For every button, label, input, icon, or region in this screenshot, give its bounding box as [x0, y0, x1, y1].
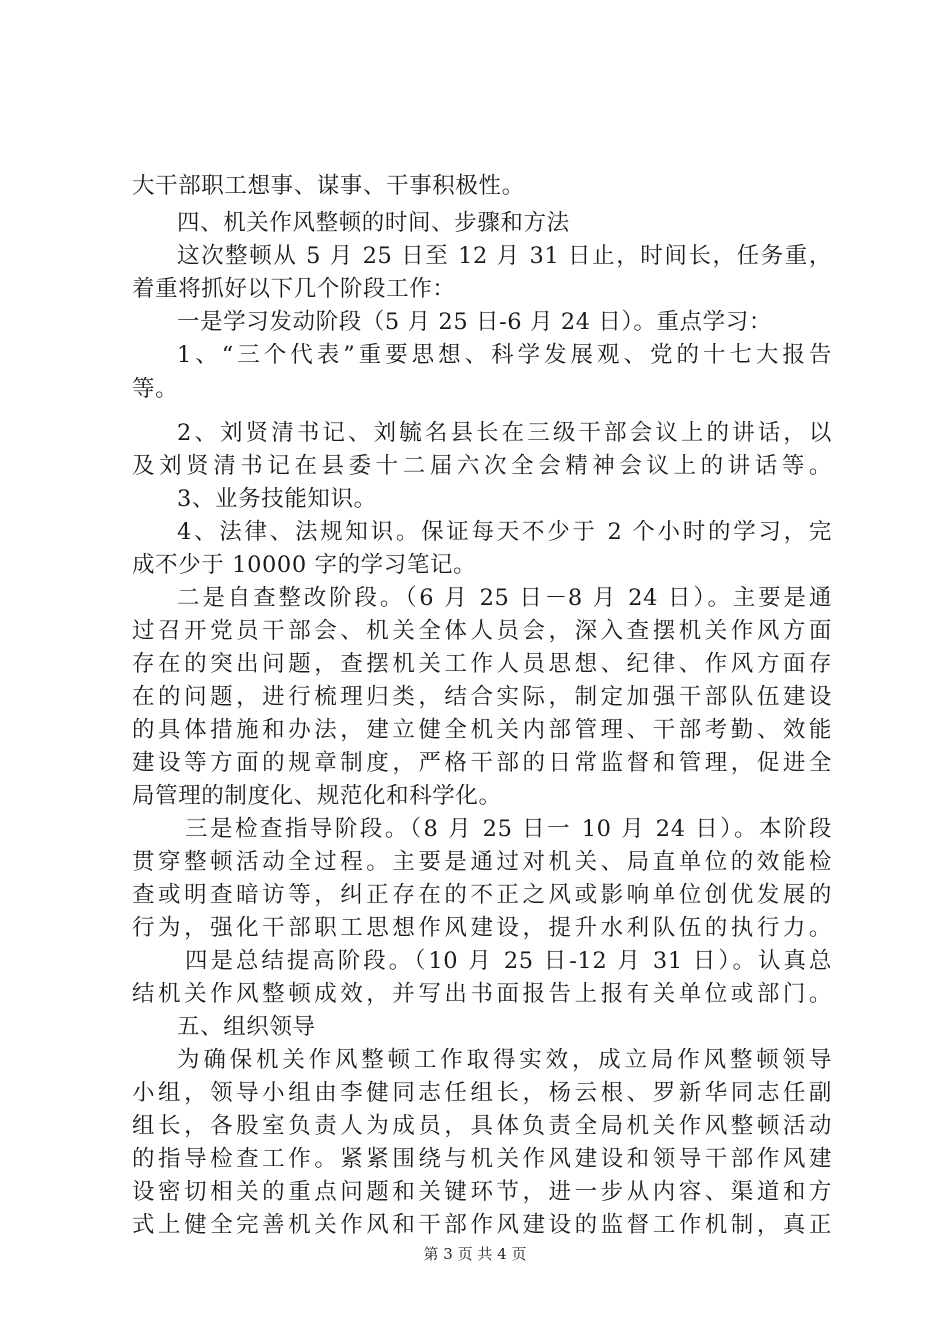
text-line: 的具体措施和办法，建立健全机关内部管理、干部考勤、效能	[132, 717, 832, 743]
text-line: 结机关作风整顿成效，并写出书面报告上报有关单位或部门。	[132, 981, 832, 1007]
text-line: 在的问题，进行梳理归类，结合实际，制定加强干部队伍建设	[132, 684, 832, 710]
text-line: 1、“三个代表”重要思想、科学发展观、党的十七大报告	[177, 342, 832, 368]
text-line: 三是检查指导阶段。（8 月 25 日一 10 月 24 日）。本阶段	[185, 816, 832, 842]
text-line: 行为，强化干部职工思想作风建设，提升水利队伍的执行力。	[132, 915, 832, 941]
text-line: 查或明查暗访等，纠正存在的不正之风或影响单位创优发展的	[132, 882, 832, 908]
text-line: 这次整顿从 5 月 25 日至 12 月 31 日止，时间长，任务重，	[177, 243, 832, 269]
text-line: 3、业务技能知识。	[177, 486, 377, 512]
text-line: 四是总结提高阶段。（10 月 25 日-12 月 31 日）。认真总	[185, 948, 832, 974]
text-line: 的指导检查工作。紧紧围绕与机关作风建设和领导干部作风建	[132, 1146, 832, 1172]
text-line: 式上健全完善机关作风和干部作风建设的监督工作机制，真正	[132, 1212, 832, 1238]
text-line: 大干部职工想事、谋事、干事积极性。	[132, 173, 525, 199]
text-line: 等。	[132, 376, 179, 402]
text-line: 为确保机关作风整顿工作取得实效，成立局作风整顿领导	[177, 1047, 832, 1073]
text-line: 成不少于 10000 字的学习笔记。	[132, 552, 477, 578]
section-heading: 四、机关作风整顿的时间、步骤和方法	[177, 210, 570, 236]
text-line: 4、法律、法规知识。保证每天不少于 2 个小时的学习，完	[177, 519, 832, 545]
text-line: 小组，领导小组由李健同志任组长，杨云根、罗新华同志任副	[132, 1080, 832, 1106]
page-footer: 第 3 页 共 4 页	[423, 1245, 527, 1263]
text-line: 建设等方面的规章制度，严格干部的日常监督和管理，促进全	[132, 750, 832, 776]
text-line: 及刘贤清书记在县委十二届六次全会精神会议上的讲话等。	[132, 453, 832, 479]
text-line: 着重将抓好以下几个阶段工作：	[132, 276, 456, 302]
text-line: 贯穿整顿活动全过程。主要是通过对机关、局直单位的效能检	[132, 849, 832, 875]
text-line: 组长，各股室负责人为成员，具体负责全局机关作风整顿活动	[132, 1113, 832, 1139]
text-line: 过召开党员干部会、机关全体人员会，深入查摆机关作风方面	[132, 618, 832, 644]
section-heading: 五、组织领导	[177, 1014, 316, 1040]
text-line: 一是学习发动阶段（5 月 25 日-6 月 24 日）。重点学习：	[177, 309, 772, 335]
text-line: 存在的突出问题，查摆机关工作人员思想、纪律、作风方面存	[132, 651, 832, 677]
text-line: 设密切相关的重点问题和关键环节，进一步从内容、渠道和方	[132, 1179, 832, 1205]
text-line: 二是自查整改阶段。（6 月 25 日－8 月 24 日）。主要是通	[177, 585, 832, 611]
text-line: 局管理的制度化、规范化和科学化。	[132, 783, 502, 809]
text-line: 2、刘贤清书记、刘毓名县长在三级干部会议上的讲话，以	[177, 420, 832, 446]
